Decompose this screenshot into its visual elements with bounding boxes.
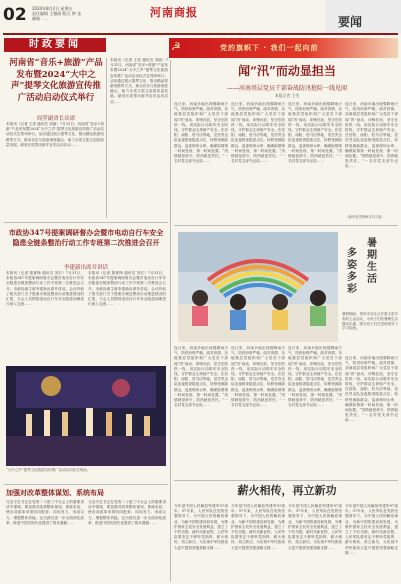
feature-headline: 闻“汛”而动显担当 [238, 64, 336, 78]
feature-body-continued: 连日来，河南多地出现强降雨天气，防汛形势严峻。面对汛情，各地基层党组织和广大党员干部闻“汛”而动、冲锋在前，坚守在防汛一线，用实际行动筑牢安全防线，守护群众生命财产安全。在信阳、南阳、驻马店等地，党员突击队连夜排查隐患点位，转移受威胁群众，巡查堤坝水库，确保险情第一时间发现、第一时间处置。“汛情就是命令，防汛就是责任。”一名村党支部书记说…… [231, 102, 285, 164]
newspaper-logo: 河南商报 [150, 6, 198, 19]
article-divider [4, 484, 168, 485]
issue-meta [32, 6, 81, 21]
feature-body-continued: 连日来，河南多地出现强降雨天气，防汛形势严峻。面对汛情，各地基层党组织和广大党员干部闻“汛”而动、冲锋在前，坚守在防汛一线，用实际行动筑牢安全防线，守护群众生命财产安全。在信阳、南阳、驻马店等地，党员突击队连夜排查隐患点位，转移受威胁群众，巡查堤坝水库，确保险情第一时间发现、第一时间处置。“汛情就是命令，防汛就是责任。”一名村党支部书记说…… [174, 346, 228, 408]
children-painting-photo [178, 232, 338, 342]
article-headline: 河南省“音乐+旅游”产品发布暨2024“大中之声”提琴文化旅游宣传推广活动启动仪式举行 [9, 58, 103, 103]
editorial-body-continued: 今年是中国人民解放军建军97周年。97年来，人民军队在党的坚强领导下，为中国人民的解放事业、为新中国的建设和发展、为维护国家主权安全发展利益，建立了不朽功勋。新时代新征程，人民军队要坚定不移听党指挥，薪火相传、再立新功，为实现中华民族伟大复兴提供坚强战略支撑…… [345, 504, 398, 555]
flag-banner-text: 党的旗帜下 · 我们一起向前 [220, 44, 319, 52]
photo-caption: 暑假期间，郑州市各社区开展丰富多彩的公益活动，为孩子们的暑期生活增添乐趣。图为孩子们在老师指导下学习绘画。 [342, 312, 398, 331]
header-divider [3, 33, 398, 35]
classroom-scene-graphic [178, 232, 338, 342]
meta-line: 责任编辑 王雅丽 版式 钟 龙 [32, 11, 82, 16]
page-number: 02 [3, 5, 27, 25]
article-headline: 市政协347号提案调研督办会暨市电动自行车安全隐患全链条整治行动工作专班第二次推进会召开 [8, 228, 164, 247]
editorial-body: 今年是中国人民解放军建军97周年。97年来，人民军队在党的坚强领导下，为中国人民的解放事业、为新中国的建设和发展、为维护国家主权安全发展利益，建立了不朽功勋。新时代新征程，人民军队要坚定不移听党指挥，薪火相传、再立新功，为实现中华民族伟大复兴提供坚强战略支撑…… [174, 504, 228, 550]
section-tab [325, 0, 401, 34]
article-divider [174, 480, 398, 481]
article-body-continued: 本报讯（记者 陈夏锋 通讯员 刘宏）7月31日，市政协347号提案调研督办会暨市电动自行车安全隐患全链条整治行动工作专班第二次推进会召开。市政协副主席李建新出席并讲话。会议听取了相关部门关于提案办理及整治行动推进情况的汇报，与会人员围绕电动自行车安全隐患治理进行深入交流…… [88, 271, 166, 307]
party-emblem-icon: ☭ [171, 40, 181, 53]
article-body-continued: 本报讯（记者 王美 通讯员 刘丽）7月31日，河南省“音乐+旅游”产品发布暨2024“大中之声”提琴文化旅游宣传推广活动启动仪式在郑州举行。活动通过展示提琴文化、推出精品旅游线路等方式，推动音乐与旅游深度融合，助力全省文旅文创高质量发展。副省长周霁出席并宣布活动启动…… [110, 58, 168, 104]
editorial-headline: 薪火相传，再立新功 [237, 484, 337, 497]
slogan-line: 暑期生活 [367, 238, 377, 285]
article-subheadline: 周霁副省长出席 [36, 116, 76, 122]
article-headline: 加强对改革整体谋划、系统布局 [6, 488, 104, 497]
editorial-body-continued: 今年是中国人民解放军建军97周年。97年来，人民军队在党的坚强领导下，为中国人民的解放事业、为新中国的建设和发展、为维护国家主权安全发展利益，建立了不朽功勋。新时代新征程，人民军队要坚定不移听党指挥，薪火相传、再立新功，为实现中华民族伟大复兴提供坚强战略支撑…… [288, 504, 342, 550]
column-divider [106, 58, 107, 218]
article-body: 本报讯（记者 王美 通讯员 刘丽）7月31日，河南省“音乐+旅游”产品发布暨2024“大中之声”提琴文化旅游宣传推广活动启动仪式在郑州举行。活动通过展示提琴文化、推出精品旅游线路等方式，推动音乐与旅游深度融合，助力全省文旅文创高质量发展。副省长周霁出席并宣布活动启动…… [6, 122, 104, 147]
feature-body: 连日来，河南多地出现强降雨天气，防汛形势严峻。面对汛情，各地基层党组织和广大党员干部闻“汛”而动、冲锋在前，坚守在防汛一线，用实际行动筑牢安全防线，守护群众生命财产安全。在信阳、南阳、驻马店等地，党员突击队连夜排查隐患点位，转移受威胁群众，巡查堤坝水库，确保险情第一时间发现、第一时间处置。“汛情就是命令，防汛就是责任。”一名村党支部书记说…… [174, 102, 228, 164]
feature-body-continued: 连日来，河南多地出现强降雨天气，防汛形势严峻。面对汛情，各地基层党组织和广大党员干部闻“汛”而动、冲锋在前，坚守在防汛一线，用实际行动筑牢安全防线，守护群众生命财产安全。在信阳、南阳、驻马店等地，党员突击队连夜排查隐患点位，转移受威胁群众，巡查堤坝水库，确保险情第一时间发现、第一时间处置。“汛情就是命令，防汛就是责任。”一名村党支部书记说…… [345, 102, 398, 169]
feature-body-continued: 连日来，河南多地出现强降雨天气，防汛形势严峻。面对汛情，各地基层党组织和广大党员干部闻“汛”而动、冲锋在前，坚守在防汛一线，用实际行动筑牢安全防线，守护群众生命财产安全。在信阳、南阳、驻马店等地，党员突击队连夜排查隐患点位，转移受威胁群众，巡查堤坝水库，确保险情第一时间发现、第一时间处置。“汛情就是命令，防汛就是责任。”一名村党支部书记说…… [345, 356, 398, 423]
feature-body-continued: 连日来，河南多地出现强降雨天气，防汛形势严峻。面对汛情，各地基层党组织和广大党员干部闻“汛”而动、冲锋在前，坚守在防汛一线，用实际行动筑牢安全防线，守护群众生命财产安全。在信阳、南阳、驻马店等地，党员突击队连夜排查隐患点位，转移受威胁群众，巡查堤坝水库，确保险情第一时间发现、第一时间处置。“汛情就是命令，防汛就是责任。”一名村党支部书记说…… [231, 346, 285, 408]
meta-line: 2024年8月2日 星期五 [32, 6, 73, 11]
stage-performance-photo [6, 366, 166, 466]
photo-caption: “大中之声”提琴文化旅游宣传推广活动启动仪式现场。 [6, 468, 91, 472]
feature-body-continued: 连日来，河南多地出现强降雨天气，防汛形势严峻。面对汛情，各地基层党组织和广大党员干部闻“汛”而动、冲锋在前，坚守在防汛一线，用实际行动筑牢安全防线，守护群众生命财产安全。在信阳、南阳、驻马店等地，党员突击队连夜排查隐患点位，转移受威胁群众，巡查堤坝水库，确保险情第一时间发现、第一时间处置。“汛情就是命令，防汛就是责任。”一名村党支部书记说…… [288, 346, 342, 408]
article-divider [4, 222, 168, 223]
article-divider [174, 225, 398, 226]
feature-byline: 本报记者 王雪 [275, 93, 299, 98]
article-body: 习近平总书记在党的二十届三中全会上的重要讲话中强调，要加强对改革整体谋划、系统布局，使各项改革举措协同配套、同向发力、形成合力，增强整体效能。这为我们进一步全面深化改革、推进中国式现代化提供了根本遵循…… [6, 500, 84, 525]
feature-body-continued: 连日来，河南多地出现强降雨天气，防汛形势严峻。面对汛情，各地基层党组织和广大党员干部闻“汛”而动、冲锋在前，坚守在防汛一线，用实际行动筑牢安全防线，守护群众生命财产安全。在信阳、南阳、驻马店等地，党员突击队连夜排查隐患点位，转移受威胁群众，巡查堤坝水库，确保险情第一时间发现、第一时间处置。“汛情就是命令，防汛就是责任。”一名村党支部书记说…… [288, 102, 342, 164]
article-body: 本报讯（记者 陈夏锋 通讯员 刘宏）7月31日，市政协347号提案调研督办会暨市电动自行车安全隐患全链条整治行动工作专班第二次推进会召开。市政协副主席李建新出席并讲话。会议听取了相关部门关于提案办理及整治行动推进情况的汇报，与会人员围绕电动自行车安全隐患治理进行深入交流…… [6, 271, 84, 307]
meta-line: 邮箱：... [32, 16, 48, 21]
page-divider [170, 60, 171, 582]
stage-scene-graphic [6, 366, 166, 466]
feature-subheadline: ——河南基层党员干部奋战防汛抢险一线见闻 [226, 85, 347, 92]
article-subheadline: 李建新出席并讲话 [63, 265, 108, 271]
article-body-continued: 习近平总书记在党的二十届三中全会上的重要讲话中强调，要加强对改革整体谋划、系统布局，使各项改革举措协同配套、同向发力、形成合力，增强整体效能。这为我们进一步全面深化改革、推进中国式现代化提供了根本遵循…… [88, 500, 166, 525]
page-header [0, 0, 401, 34]
feature-source-tag: （新华社郑州8月1日电） [345, 215, 385, 219]
section-title: 要闻 [338, 15, 363, 29]
editorial-body-continued: 今年是中国人民解放军建军97周年。97年来，人民军队在党的坚强领导下，为中国人民的解放事业、为新中国的建设和发展、为维护国家主权安全发展利益，建立了不朽功勋。新时代新征程，人民军队要坚定不移听党指挥，薪火相传、再立新功，为实现中华民族伟大复兴提供坚强战略支撑…… [231, 504, 285, 550]
slogan-line: 多姿多彩 [347, 248, 357, 295]
column-banner: 时政要闻 [4, 38, 106, 52]
